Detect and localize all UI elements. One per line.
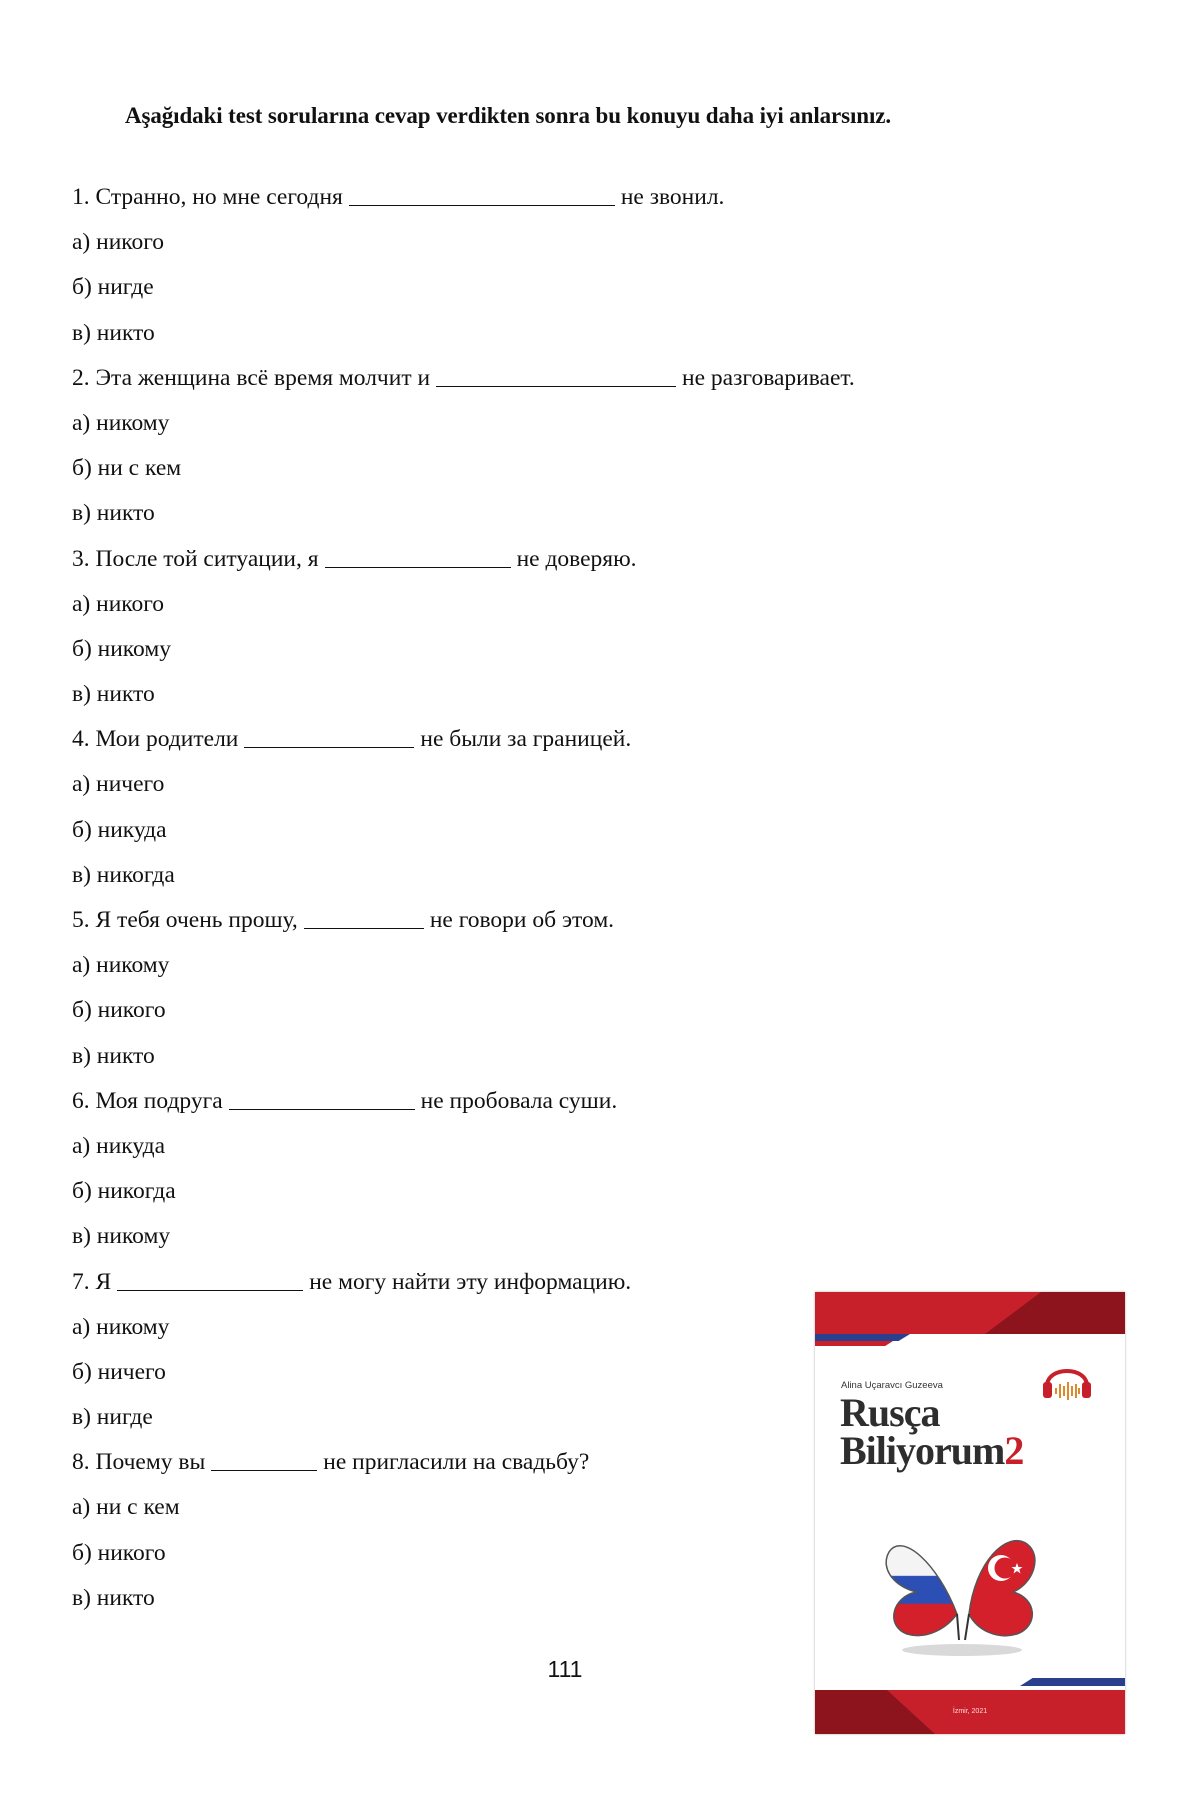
question-text-end: не доверяю. — [516, 545, 637, 572]
cover-author: Alina Uçaravcı Guzeeva — [841, 1380, 943, 1391]
headphones-icon — [1039, 1352, 1095, 1402]
answer-option: б) никого — [72, 1539, 166, 1566]
answer-option: в) никто — [72, 319, 155, 346]
question-text-end: не были за границей. — [420, 726, 632, 753]
question-1 — [72, 175, 972, 220]
cover-title-line1: Rusça — [840, 1390, 940, 1435]
cover-title — [840, 1390, 1024, 1473]
answer-option: в) нигде — [72, 1404, 153, 1431]
answer-blank — [117, 1266, 303, 1291]
question-text-end: не звонил. — [620, 184, 725, 210]
answer-option: в) никто — [72, 1042, 155, 1069]
answer-option: в) никто — [72, 681, 155, 708]
question-text-end: не пробовала суши. — [420, 1087, 618, 1114]
answer-option: в) никому — [72, 1223, 171, 1250]
cover-volume-number: 2 — [1004, 1428, 1024, 1473]
answer-option: б) никуда — [72, 816, 167, 843]
answer-option: в) никто — [72, 1584, 155, 1611]
book-cover — [815, 1292, 1125, 1734]
cover-red-stripe — [815, 1341, 893, 1346]
question-text: 5. Я тебя очень прошу, — [72, 907, 298, 933]
answer-option: б) ни с кем — [72, 455, 182, 482]
answer-blank — [325, 543, 511, 568]
answer-option: а) ничего — [72, 771, 165, 798]
answer-blank — [304, 904, 424, 929]
page-number: 111 — [547, 1656, 583, 1682]
answer-blank — [244, 723, 414, 748]
instruction-heading: Aşağıdaki test sorularına cevap verdikten sonra bu konuyu daha iyi anlarsınız. — [125, 103, 892, 128]
butterflies-flags-icon — [877, 1522, 1047, 1662]
question-text: 6. Моя подруга — [72, 1087, 223, 1114]
question-text: 4. Мои родители — [72, 726, 239, 753]
answer-option: а) никому — [72, 409, 170, 436]
cover-footer: İzmir, 2021 — [952, 1708, 988, 1715]
answer-option: б) нигде — [72, 274, 154, 301]
answer-option: а) никуда — [72, 1132, 166, 1159]
question-2 — [72, 356, 972, 401]
answer-blank — [211, 1446, 317, 1471]
answer-option: а) ни с кем — [72, 1494, 180, 1521]
question-text-end: не говори об этом. — [429, 907, 615, 933]
answer-option: а) никому — [72, 1313, 170, 1340]
answer-option: б) никогда — [72, 1178, 176, 1205]
answer-option: б) ничего — [72, 1358, 166, 1385]
answer-blank — [349, 181, 615, 206]
question-text: 8. Почему вы — [72, 1449, 206, 1476]
cover-bottom-blue-stripe — [1020, 1678, 1125, 1686]
question-text: 2. Эта женщина всё время молчит и — [72, 364, 431, 391]
question-text-end: не разговаривает. — [682, 364, 855, 391]
answer-option: б) никого — [72, 997, 166, 1024]
cover-title-word: Biliyorum — [840, 1428, 1005, 1473]
answer-option: а) никого — [72, 229, 165, 256]
answer-option: в) никогда — [72, 861, 175, 888]
question-text-end: не могу найти эту информацию. — [309, 1268, 632, 1295]
question-text: 3. После той ситуации, я — [72, 545, 319, 572]
cover-blue-stripe — [815, 1334, 910, 1341]
question-text-end: не пригласили на свадьбу? — [323, 1449, 590, 1476]
answer-option: а) никого — [72, 590, 165, 617]
question-text: 1. Странно, но мне сегодня — [72, 184, 343, 210]
question-4 — [72, 717, 972, 762]
answer-option: в) никто — [72, 500, 155, 527]
answer-blank — [436, 362, 676, 387]
question-3 — [72, 537, 972, 582]
cover-title-line2 — [840, 1428, 1024, 1473]
question-5 — [72, 898, 972, 943]
question-text: 7. Я — [72, 1268, 112, 1295]
answer-option: а) никому — [72, 952, 170, 979]
answer-blank — [229, 1085, 415, 1110]
question-6 — [72, 1079, 972, 1124]
answer-option: б) никому — [72, 635, 171, 662]
